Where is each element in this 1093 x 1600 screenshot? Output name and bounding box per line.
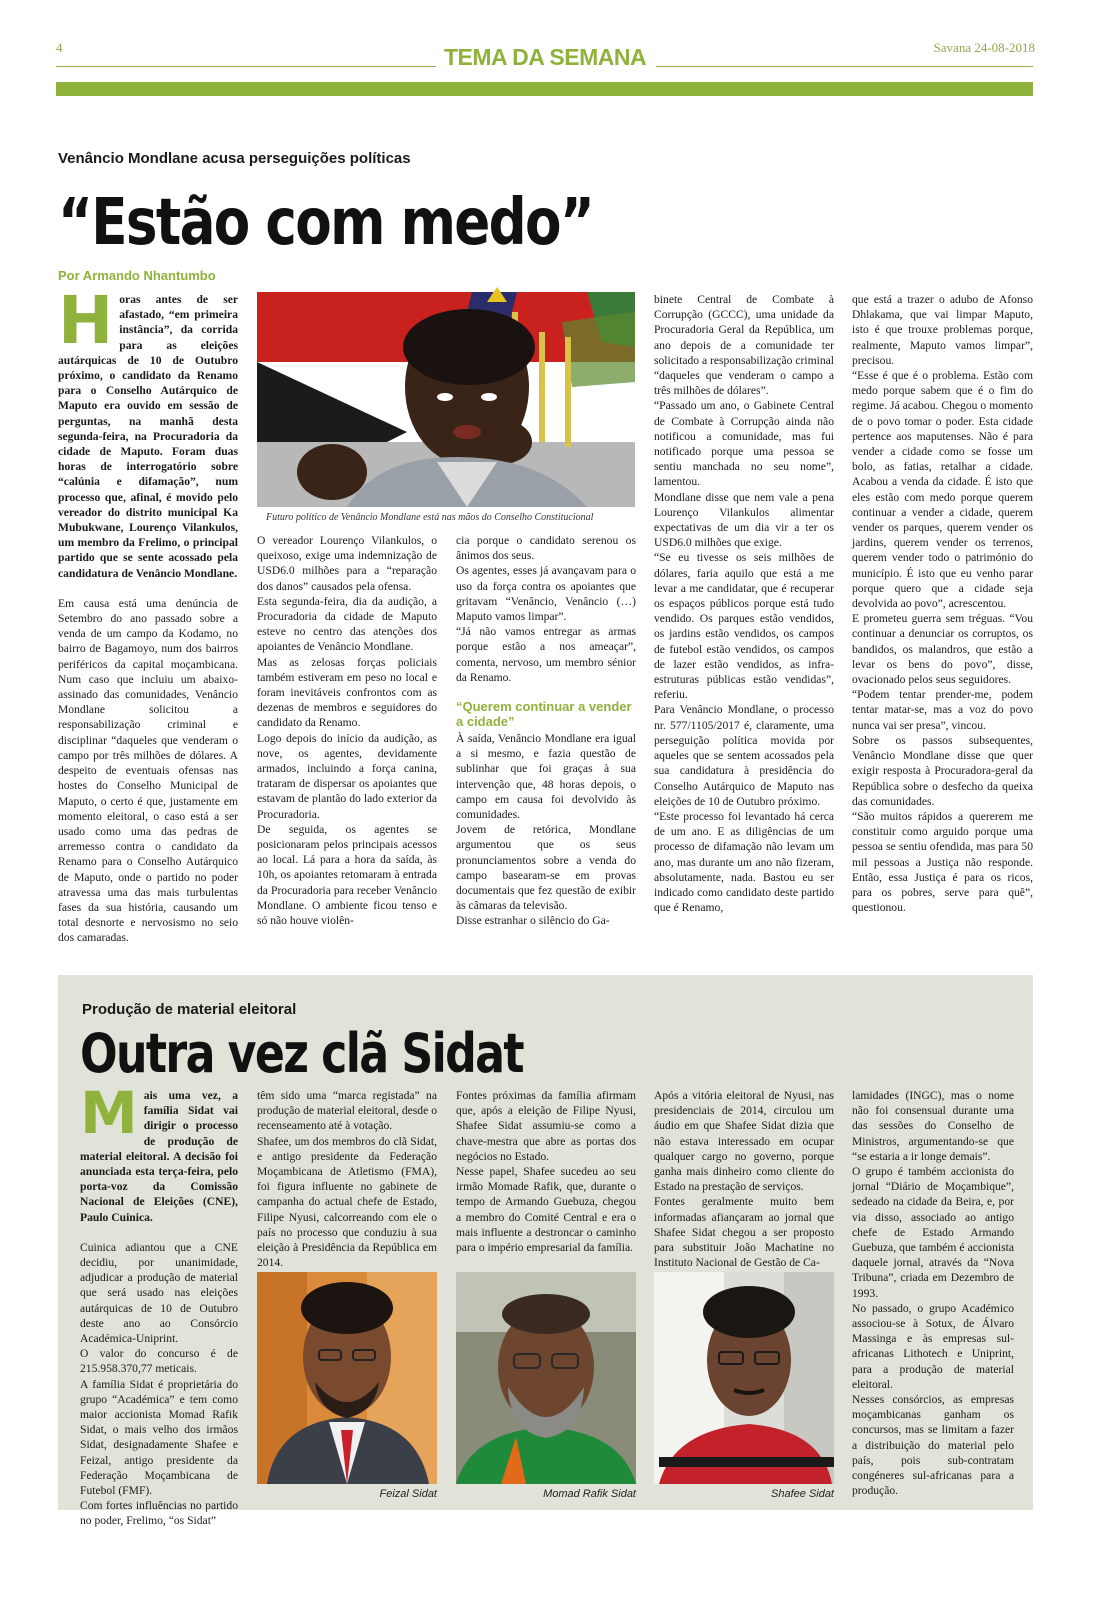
article1-col5-p5: Sobre os passos subsequentes, Venâncio Mondlane disse que quer exigir resposta à Procuradora-geral da República sobre o desfecho da queixa das comunidades. [852, 733, 1033, 808]
article2-column-2 [257, 1088, 437, 1268]
article1-col5-p1: que está a trazer o adubo de Afonso Dhlakama, que vai limpar Maputo, isto é que trouxe problemas porque, realmente, Maputo vamos limpar”, precisou. [852, 293, 1033, 367]
article1-col5-p6: “São muitos rápidos a quererem me constituir como arguido porque uma pessoa se sentiu ofendida, mas para 50 mil pessoas a Justiça não responde. Então, essa Justiça é para os ricos, para os pobres, serve para quê”, questionou. [852, 809, 1033, 915]
article1-col4-p5: Para Venâncio Mondlane, o processo nr. 577/1105/2017 é, claramente, uma perseguição política movida por aqueles que se sentem acossados pela sua candidatura à presidência do Conselho Autárquico de Maputo nas eleições de 10 de Outubro próximo. [654, 703, 834, 808]
article2-col5-p2: O grupo é também accionista do jornal “Diário de Moçambique”, sedeado na cidade da Beira, e, por via disso, associado ao antigo chefe de Estado Armando Guebuza, que também é accionista daquele jornal, através da “Nova Tribuna”, criada em Dezembro de 1993. [852, 1165, 1014, 1300]
article1-col4-p6: “Este processo foi levantado há cerca de um ano. E as diligências de um processo de difamação não levam um ano, mas durante um ano não fizeram, absolutamente, nada. Bastou eu ser indicado como candidato deste partido que é Renamo, [654, 809, 834, 915]
page-number: 4 [56, 40, 63, 55]
article1-col4-p4: “Se eu tivesse os seis milhões de dólares, faria aquilo que está a me levar a me candidatar, que é recuperar os espaços públicos porque está tudo vendido. Os parques estão vendidos, os jardins estão vendidos, os campos de futebol estão vendidos, os campos de lazer estão vendidos, as infra-estruturas públicas estão vendidas”, referiu. [654, 551, 834, 702]
article1-byline: Por Armando Nhantumbo [58, 268, 216, 283]
article1-col4-p3: Mondlane disse que nem vale a pena Lourenço Vilankulos alimentar expectativas de um dia vir a ter os USD6.0 milhões que exige. [654, 490, 834, 550]
article1-dropcap: H [58, 282, 114, 359]
shafee-sidat-photo-image [654, 1272, 834, 1484]
momad-rafik-sidat-photo-image [456, 1272, 636, 1484]
article2-kicker: Produção de material eleitoral [82, 1001, 297, 1018]
article1-col2-p5: De seguida, os agentes se posicionaram pelos principais acessos ao local. Lá para a hora da saída, às 10h, os apoiantes retomaram à entrada da Procuradoria para receber Venâncio Mondlane. O ambiente ficou tenso e só não houve violên- [257, 822, 437, 928]
article2-col5-p4: Nesses consórcios, as empresas moçambicanas ganham os concursos, mas se limitam a fazer a distribuição do material pelo país, pois sub-contratam congéneres sul-africanas para a produção. [852, 1393, 1014, 1498]
article1-subhead: “Querem continuar a vender a cidade” [456, 699, 632, 730]
article1-column-2 [257, 533, 437, 953]
article2-col1-p2: O valor do concurso é de 215.958.370,77 meticais. [80, 1347, 238, 1376]
header-band [56, 82, 1033, 96]
article1-col3-p6: Disse estranhar o silêncio do Ga- [456, 914, 610, 928]
article2-lead: ais uma vez, a família Sidat vai dirigir o processo de produção de material eleitoral. A decisão foi anunciada esta terça-feira, pelo porta-voz da Comissão Nacional de Eleições (CNE), Paulo Cuinica. [80, 1089, 238, 1224]
article1-column-5 [852, 292, 1033, 952]
article1-col4-p1: binete Central de Combate à Corrupção (GCCC), uma unidade da Procuradoria Geral da República, um ano depois de a comunidade ter solicitado a responsabilização criminal “daqueles que venderam o campo a três milhões de dólares”. [654, 293, 834, 398]
article2-col1-p4: Com fortes influências no partido no poder, Frelimo, “os Sidat” [80, 1499, 238, 1528]
mondlane-photo-caption: Futuro político de Venâncio Mondlane está nas mãos do Conselho Constitucional [266, 512, 594, 523]
article2-column-3 [456, 1088, 636, 1268]
article1-column-1 [58, 282, 238, 952]
article2-headline: Outra vez clã Sidat [80, 1022, 523, 1085]
article2-col2-p2: Shafee, um dos membros do clã Sidat, e antigo presidente da Federação Moçambicana de Atletismo (FMA), foi figura influente no gabinete de campanha do actual chefe de Estado, Filipe Nyusi, calcorreando com ele o país no processo que conduziu à sua eleição à Presidência da República em 2014. [257, 1134, 437, 1270]
shafee-sidat-photo [654, 1272, 834, 1484]
article2-col5-p3: No passado, o grupo Académico associou-se à Sotux, de Álvaro Massinga e às empresas sul-africanas Lithotech e Uniprint, para a produção de material eleitoral. [852, 1301, 1014, 1391]
article1-kicker: Venâncio Mondlane acusa perseguições políticas [58, 150, 411, 167]
article1-col2-p4: Logo depois do início da audição, as nove, os agentes, devidamente armados, incluindo a força canina, trataram de dispersar os apoiantes que estavam de plantão do lado exterior da Procuradoria. [257, 731, 437, 821]
article2-col2-p1: têm sido uma “marca registada” na produção de material eleitoral, desde o recenseamento até à votação. [257, 1089, 437, 1133]
article2-col4-p1: Após a vitória eleitoral de Nyusi, nas presidenciais de 2014, circulou um áudio em que Shafee Sidat dizia que não estava interessado em ocupar qualquer cargo no governo, porque ganha mais dinheiro como cliente do Estado na prestação de serviços. [654, 1089, 834, 1194]
header-rule-left [56, 66, 436, 67]
mondlane-photo-image [257, 292, 635, 507]
feizal-sidat-photo-image [257, 1272, 437, 1484]
article1-lead: oras antes de ser afastado, “em primeira instância”, da corrida para as eleições autárquicas de 10 de Outubro próximo, o candidato da Renamo para o Conselho Autárquico de Maputo era ouvido em sessão de perguntas, na manhã desta segunda-feira, na Procuradoria da cidade de Maputo. Foram duas horas de interrogatório sobre “calúnia e difamação”, num processo que, afinal, é movido pelo vereador do distrito municipal Ka Mubukwane, Lourenço Vilankulos, um membro da Frelimo, o principal partido que se sente acossado pela candidatura de Venâncio Mondlane. [58, 293, 238, 580]
article1-col2-p1: O vereador Lourenço Vilankulos, o queixoso, exige uma indemnização de USD6.0 milhões para a “reparação dos danos” causados pela ofensa. [257, 534, 437, 593]
feizal-sidat-caption: Feizal Sidat [379, 1488, 437, 1500]
issue-date: Savana 24-08-2018 [933, 40, 1035, 55]
article2-col1-p3: A família Sidat é proprietária do grupo “Académica” e tem como maior accionista Momad Rafik Sidat, o mais velho dos irmãos Sidat, designadamente Shafee e Feizal, antigo presidente da Federação Moçambicana de Futebol (FMF). [80, 1377, 238, 1498]
article1-col5-p2: “Esse é que é o problema. Estão com medo porque sabem que é o fim do regime. Já acabou. Chegou o momento de o povo tomar o poder. Esta cidade pertence aos maputenses. Não é para vender a cidade como se fosse um bolo, as fatias, retalhar a cidade. Acabou a venda da cidade. É isto que eles estão com medo porque querem continuar a vender a cidade, querem vender os parques, querem vender os jardins, querem vender os terrenos, querem vender todo o património do município. É isto que eu venho parar porque quero que a cidade seja devolvida ao povo”, acrescentou. [852, 369, 1033, 611]
article1-col2-p2: Esta segunda-feira, dia da audição, a Procuradoria da cidade de Maputo esteve no centro das atenções dos apoiantes de Venâncio Mondlane. [257, 594, 437, 654]
header-rule-right [656, 66, 1033, 67]
mondlane-photo [257, 292, 635, 507]
article2-col5-p1: lamidades (INGC), mas o nome não foi consensual durante uma das sessões do Conselho de Ministros, argumentando-se que “se estaria a ir longe demais”. [852, 1089, 1014, 1163]
momad-rafik-sidat-photo [456, 1272, 636, 1484]
article2-column-5 [852, 1088, 1014, 1508]
article1-column-4 [654, 292, 834, 952]
article2-column-1 [80, 1079, 238, 1528]
article1-col3-p5: Jovem de retórica, Mondlane argumentou que os seus pronunciamentos sobre a venda do campo basearam-se em provas documentais que fez questão de exibir às câmaras da televisão. [456, 823, 636, 913]
article2-col4-p2: Fontes geralmente muito bem informadas afiançaram ao jornal que Shafee Sidat chegou a ser proposto para substituir João Machatine no Instituto Nacional de Gestão de Ca- [654, 1195, 834, 1270]
article1-col4-p2: “Passado um ano, o Gabinete Central de Combate à Corrupção ainda não notificou a comunidade, mas fui notificado porque uma pessoa se sentiu manchada no seu nome”, lamentou. [654, 399, 834, 489]
article2-col3-p1: Fontes próximas da família afirmam que, após a eleição de Filipe Nyusi, Shafee Sidat assumiu-se como a chave-mestra que abre as portas dos negócios no Estado. [456, 1089, 636, 1163]
article2-dropcap: M [80, 1079, 138, 1147]
article1-col3-p3: “Já não vamos entregar as armas porque estão a nos ameaçar”, comenta, nervoso, um membro sénior da Renamo. [456, 625, 636, 684]
article1-headline: “Estão com medo” [58, 186, 594, 260]
article1-col3-p2: Os agentes, esses já avançavam para o uso da força contra os apoiantes que gritavam “Venâncio, Venâncio (…) Maputo vamos limpar”. [456, 564, 636, 624]
article1-col2-p3: Mas as zelosas forças policiais também estiveram em peso no local e foram inevitáveis confrontos com as dezenas de membros e seguidores do candidato da Renamo. [257, 655, 437, 730]
article2-col3-p2: Nesse papel, Shafee sucedeu ao seu irmão Momade Rafik, que, durante o tempo de Armando Guebuza, chegou a membro do Comité Central e era o mais influente a destroncar o caminho para o império empresarial da família. [456, 1165, 636, 1255]
section-title: TEMA DA SEMANA [443, 44, 647, 70]
article1-col3-p4: À saída, Venâncio Mondlane era igual a si mesmo, e fazia questão de sublinhar que foi graças à sua intervenção que, 48 horas depois, o campo em causa foi devolvido às comunidades. [456, 732, 636, 822]
article1-col1-body: Em causa está uma denúncia de Setembro do ano passado sobre a venda de um campo da Kodamo, no bairro de Bagamoyo, num dos bairros periféricos da capital moçambicana. Num caso que incluiu um abaixo-assinado das comunidades, Venâncio Mondlane solicitou a responsabilização criminal e disciplinar “daqueles que venderam o campo por três milhões de dólares. A despeito de eventuais ofensas nas hostes do Conselho Municipal de Maputo, o certo é que, justamente em momento eleitoral, o caso está a ser usado como uma das pedras de arremesso contra o candidato da Renamo para o Conselho Autárquico de Maputo, onde o partido no poder atravessa uma das mais turbulentas fases da sua história, causando um total desnorte e nervosismo no seio dos camaradas. [58, 596, 238, 945]
article1-col5-p3: E prometeu guerra sem tréguas. “Vou continuar a denunciar os corruptos, os bandidos, os malandros, que estão a levar os bens do povo”, disse, ovacionado pelos seus seguidores. [852, 612, 1033, 687]
article1-col3-p1: cia porque o candidato serenou os ânimos dos seus. [456, 534, 636, 563]
article2-column-4 [654, 1088, 834, 1268]
shafee-sidat-caption: Shafee Sidat [771, 1488, 834, 1500]
feizal-sidat-photo [257, 1272, 437, 1484]
article2-col1-p1: Cuinica adiantou que a CNE decidiu, por unanimidade, adjudicar a produção de material que será usado nas eleições autárquicas de 10 de Outubro deste ano ao Consórcio Académica-Uniprint. [80, 1240, 238, 1346]
momad-rafik-sidat-caption: Momad Rafik Sidat [543, 1488, 636, 1500]
article1-col5-p4: “Podem tentar prender-me, podem tentar matar-se, mas a voz do povo nunca vai ser presa”, vincou. [852, 688, 1033, 732]
article1-column-3 [456, 533, 636, 953]
